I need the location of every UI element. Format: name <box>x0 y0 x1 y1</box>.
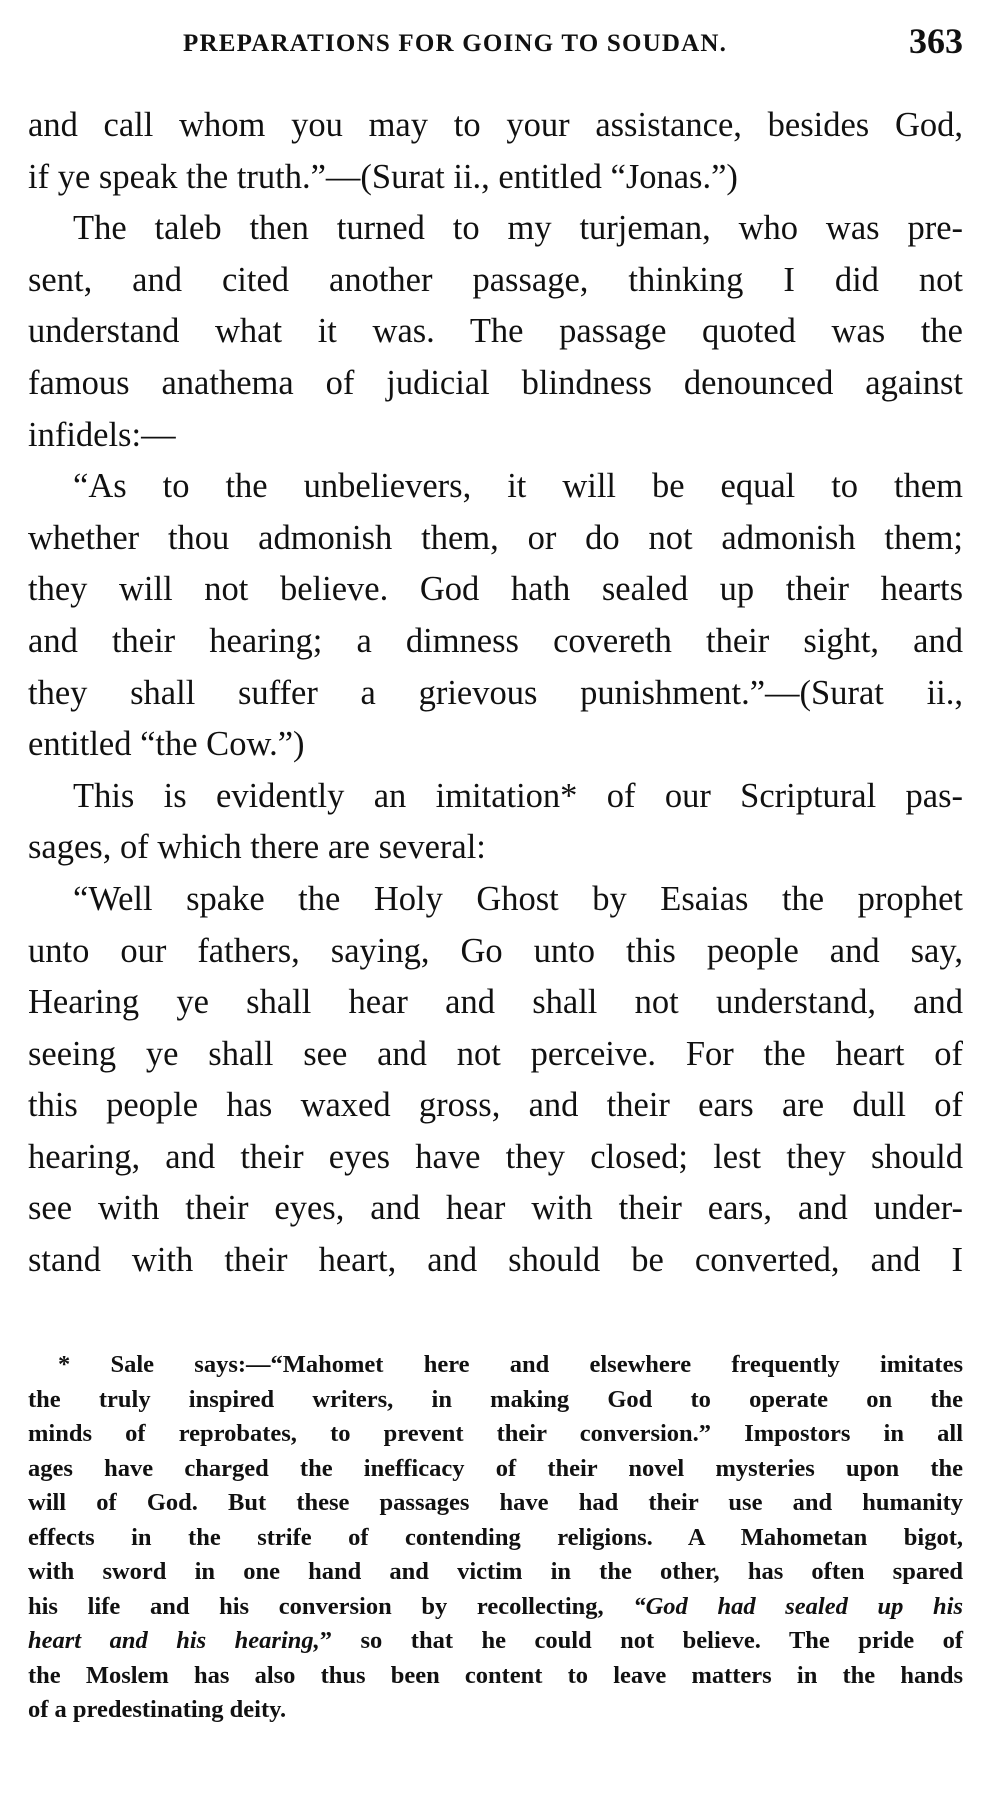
text-line: unto our fathers, saying, Go unto this people and say, <box>28 931 963 970</box>
page-number: 363 <box>909 21 963 61</box>
footnote-line: ages have charged the inefficacy of their novel mysteries upon the <box>28 1454 963 1482</box>
footnote-line-with-quote <box>28 1590 963 1625</box>
text-line: they will not believe. God hath sealed up their hearts <box>28 570 963 609</box>
text-line: and their hearing; a dimness covereth their sight, and <box>28 621 963 660</box>
text-line: hearing, and their eyes have they closed; lest they should <box>28 1137 963 1176</box>
text-line: stand with their heart, and should be converted, and I <box>28 1241 963 1280</box>
text-line: This is evidently an imitation* of our Scriptural pas- <box>73 776 963 815</box>
text-line: infidels:— <box>28 415 176 454</box>
text-line: whether thou admonish them, or do not admonish them; <box>28 518 963 557</box>
text-line: seeing ye shall see and not perceive. For the heart of <box>28 1034 963 1073</box>
text-line: and call whom you may to your assistance, besides God, <box>28 106 963 144</box>
text-line: sages, of which there are several: <box>28 828 486 867</box>
footnote-line-with-quote <box>28 1624 963 1659</box>
text-line: entitled “the Cow.”) <box>28 725 305 764</box>
footnote-italic-quote: “God had sealed up his <box>633 1592 963 1620</box>
footnote-italic-quote: heart and his hearing, <box>28 1627 320 1654</box>
text-line: famous anathema of judicial blindness denounced against <box>28 363 963 402</box>
text-line: “As to the unbelievers, it will be equal to them <box>73 467 963 506</box>
footnote-line: * Sale says:—“Mahomet here and elsewhere frequently imitates <box>58 1351 963 1378</box>
text-line: see with their eyes, and hear with their ears, and under- <box>28 1189 963 1228</box>
running-head <box>28 20 963 66</box>
footnote-line: of a predestinating deity. <box>28 1696 287 1723</box>
footnote-line: minds of reprobates, to prevent their conversion.” Impostors in all <box>28 1420 963 1447</box>
footnote-line: the truly inspired writers, in making God to operate on the <box>28 1385 963 1413</box>
text-line: The taleb then turned to my turjeman, who was pre- <box>73 209 963 248</box>
footnote-line: with sword in one hand and victim in the other, has often spared <box>28 1558 963 1585</box>
text-line: “Well spake the Holy Ghost by Esaias the prophet <box>73 879 963 918</box>
footnote-line: will of God. But these passages have had their use and humanity <box>28 1489 963 1516</box>
text-line: if ye speak the truth.”—(Surat ii., entitled “Jonas.”) <box>28 157 738 196</box>
text-line: understand what it was. The passage quoted was the <box>28 312 963 351</box>
text-line: Hearing ye shall hear and shall not understand, and <box>28 983 963 1022</box>
footnote-line: the Moslem has also thus been content to leave matters in the hands <box>28 1661 963 1689</box>
text-line: this people has waxed gross, and their ears are dull of <box>28 1086 963 1125</box>
footnote-text: his life and his conversion by recollecting, <box>28 1592 604 1620</box>
footnote-line: effects in the strife of contending religions. A Mahometan bigot, <box>28 1523 963 1551</box>
body-text <box>28 100 963 1287</box>
running-title: PREPARATIONS FOR GOING TO SOUDAN. <box>183 30 728 57</box>
footnote-text: ” so that he could not believe. The pride of <box>319 1627 964 1654</box>
text-line: they shall suffer a grievous punishment.”—(Surat ii., <box>28 673 963 712</box>
footnote <box>28 1348 963 1728</box>
text-line: sent, and cited another passage, thinking I did not <box>28 260 963 299</box>
